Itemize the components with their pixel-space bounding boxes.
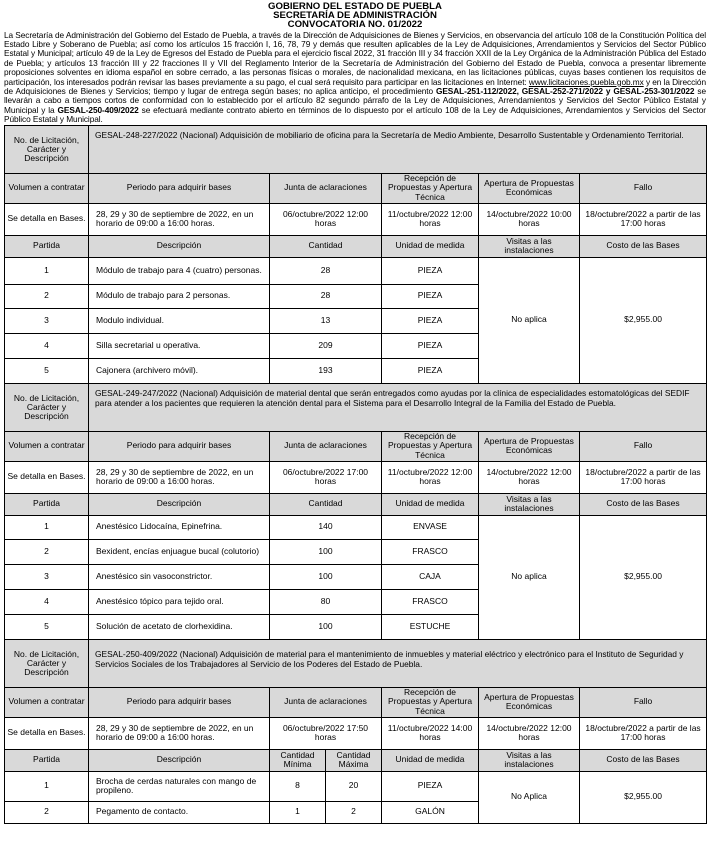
header-government: GOBIERNO DEL ESTADO DE PUEBLA <box>268 1 442 12</box>
licitacion-3-title-row <box>5 639 707 687</box>
descripcion-label: Descripción <box>89 235 270 257</box>
licitacion-1-junta: 06/octubre/2022 12:00 horas <box>270 203 382 235</box>
costo-label: Costo de las Bases <box>580 493 707 515</box>
item-unidad: GALÓN <box>382 801 479 823</box>
item-descripcion: Bexident, encías enjuague bucal (colutorio) <box>89 539 270 564</box>
no-licitacion-label: No. de Licitación, Carácter y Descripción <box>5 383 89 431</box>
partida-label: Partida <box>5 493 89 515</box>
header-secretariat: SECRETARÍA DE ADMINISTRACIÓN <box>273 10 437 22</box>
item-partida: 5 <box>5 358 89 383</box>
licitacion-3-items-header <box>5 749 707 771</box>
item-partida: 1 <box>5 515 89 539</box>
document-header <box>4 2 706 30</box>
licitacion-1-schedule-row <box>5 203 707 235</box>
item-cantidad-maxima: 2 <box>326 801 382 823</box>
visitas-label: Visitas a las instalaciones <box>479 493 580 515</box>
periodo-label: Periodo para adquirir bases <box>89 173 270 203</box>
intro-text-2: y en la Dirección de Adquisiciones de Bienes y Servicios; tiempo y lugar de entrega según bases; no aplica anticipo, el procedimiento <box>4 76 706 97</box>
junta-label: Junta de aclaraciones <box>270 173 382 203</box>
item-unidad: PIEZA <box>382 308 479 333</box>
item-cantidad: 80 <box>270 589 382 614</box>
licitacion-3-visitas: No Aplica <box>479 771 580 823</box>
item-partida: 3 <box>5 564 89 589</box>
item-partida: 4 <box>5 333 89 358</box>
volumen-label: Volumen a contratar <box>5 431 89 461</box>
intro-text-4: se efectuará mediante contrato abierto en términos de lo dispuesto por el artículo 108 de la Ley de Adquisiciones, Arrendamientos y Servicios del Sector Público Estatal y Municipal. <box>4 104 706 125</box>
apertura-label: Apertura de Propuestas Económicas <box>479 687 580 717</box>
costo-label: Costo de las Bases <box>580 235 707 257</box>
licitacion-3-schedule-header <box>5 687 707 717</box>
licitacion-1-volumen: Se detalla en Bases. <box>5 203 89 235</box>
table-row <box>5 515 707 539</box>
apertura-label: Apertura de Propuestas Económicas <box>479 431 580 461</box>
unidad-label: Unidad de medida <box>382 235 479 257</box>
no-licitacion-label: No. de Licitación, Carácter y Descripción <box>5 125 89 173</box>
fallo-label: Fallo <box>580 687 707 717</box>
no-licitacion-label: No. de Licitación, Carácter y Descripción <box>5 639 89 687</box>
licitacion-1-costo: $2,955.00 <box>580 257 707 383</box>
licitacion-3-description: GESAL-250-409/2022 (Nacional) Adquisición de material para el mantenimiento de inmuebles y material eléctrico y electrónico para el Instituto de Seguridad y Servicios Sociales de los Trabajadores al Servicio de los Poderes del Estado de Puebla. <box>89 639 707 687</box>
item-unidad: PIEZA <box>382 257 479 284</box>
partida-label: Partida <box>5 749 89 771</box>
header-convocatoria: CONVOCATORIA NO. 01/2022 <box>287 19 423 31</box>
item-descripcion: Módulo de trabajo para 4 (cuatro) personas. <box>89 257 270 284</box>
item-descripcion: Anestésico sin vasoconstrictor. <box>89 564 270 589</box>
item-partida: 2 <box>5 801 89 823</box>
descripcion-label: Descripción <box>89 493 270 515</box>
partida-label: Partida <box>5 235 89 257</box>
intro-codes-a: GESAL-251-112/2022, GESAL-252-271/2022 y GESAL-253-301/2022 <box>435 86 695 97</box>
cantidad-label: Cantidad <box>270 493 382 515</box>
item-descripcion: Solución de acetato de clorhexidina. <box>89 614 270 639</box>
item-descripcion: Pegamento de contacto. <box>89 801 270 823</box>
item-cantidad: 13 <box>270 308 382 333</box>
item-cantidad-minima: 8 <box>270 771 326 801</box>
item-cantidad: 28 <box>270 257 382 284</box>
item-cantidad: 209 <box>270 333 382 358</box>
licitacion-2-items-header <box>5 493 707 515</box>
licitacion-2-apertura: 14/octubre/2022 12:00 horas <box>479 461 580 493</box>
intro-text-3: se llevarán a cabo a tiempos cortos de conformidad con lo establecido por el artículo 82 segundo párrafo de la Ley de Adquisiciones, Arrendamientos y Servicios del Sector Público Estatal y Municipal y la <box>4 86 706 115</box>
licitacion-1-schedule-header <box>5 173 707 203</box>
licitacion-2-volumen: Se detalla en Bases. <box>5 461 89 493</box>
item-partida: 5 <box>5 614 89 639</box>
item-cantidad: 193 <box>270 358 382 383</box>
visitas-label: Visitas a las instalaciones <box>479 235 580 257</box>
item-unidad: PIEZA <box>382 771 479 801</box>
item-cantidad-maxima: 20 <box>326 771 382 801</box>
junta-label: Junta de aclaraciones <box>270 687 382 717</box>
item-unidad: FRASCO <box>382 539 479 564</box>
item-descripcion: Modulo individual. <box>89 308 270 333</box>
cantidad-minima-label: Cantidad Mínima <box>270 749 326 771</box>
recepcion-label: Recepción de Propuestas y Apertura Técnica <box>382 173 479 203</box>
item-partida: 1 <box>5 771 89 801</box>
licitacion-3-volumen: Se detalla en Bases. <box>5 717 89 749</box>
item-partida: 2 <box>5 539 89 564</box>
licitacion-1-title-row <box>5 125 707 173</box>
item-cantidad: 28 <box>270 284 382 308</box>
volumen-label: Volumen a contratar <box>5 687 89 717</box>
item-descripcion: Anestésico tópico para tejido oral. <box>89 589 270 614</box>
item-descripcion: Brocha de cerdas naturales con mango de propileno. <box>89 771 270 801</box>
item-cantidad: 100 <box>270 539 382 564</box>
recepcion-label: Recepción de Propuestas y Apertura Técnica <box>382 687 479 717</box>
visitas-label: Visitas a las instalaciones <box>479 749 580 771</box>
item-unidad: ENVASE <box>382 515 479 539</box>
licitacion-2-recepcion: 11/octubre/2022 12:00 horas <box>382 461 479 493</box>
licitacion-2-description: GESAL-249-247/2022 (Nacional) Adquisición de material dental que serán entregados como ayudas por la clínica de especialidades estomatológicas del SEDIF para atender a los pacientes que requieren la atención dental para el Sistema para el Desarrollo Integral de la Familia del Estado de Puebla. <box>89 383 707 431</box>
item-descripcion: Anestésico Lidocaína, Epinefrina. <box>89 515 270 539</box>
licitacion-2-title-row <box>5 383 707 431</box>
licitacion-3-costo: $2,955.00 <box>580 771 707 823</box>
unidad-label: Unidad de medida <box>382 493 479 515</box>
junta-label: Junta de aclaraciones <box>270 431 382 461</box>
item-cantidad: 100 <box>270 614 382 639</box>
item-cantidad: 140 <box>270 515 382 539</box>
costo-label: Costo de las Bases <box>580 749 707 771</box>
licitacion-2-visitas: No aplica <box>479 515 580 639</box>
item-partida: 1 <box>5 257 89 284</box>
licitacion-2-schedule-header <box>5 431 707 461</box>
licitacion-1-fallo: 18/octubre/2022 a partir de las 17:00 horas <box>580 203 707 235</box>
intro-paragraph <box>4 31 706 125</box>
item-descripcion: Silla secretarial u operativa. <box>89 333 270 358</box>
intro-url-link[interactable]: www.licitaciones.puebla.gob.mx <box>528 76 644 87</box>
item-descripcion: Módulo de trabajo para 2 personas. <box>89 284 270 308</box>
item-partida: 4 <box>5 589 89 614</box>
volumen-label: Volumen a contratar <box>5 173 89 203</box>
table-row <box>5 771 707 801</box>
licitacion-2-fallo: 18/octubre/2022 a partir de las 17:00 horas <box>580 461 707 493</box>
cantidad-maxima-label: Cantidad Máxima <box>326 749 382 771</box>
periodo-label: Periodo para adquirir bases <box>89 431 270 461</box>
licitacion-1-items-header <box>5 235 707 257</box>
licitacion-2-junta: 06/octubre/2022 17:00 horas <box>270 461 382 493</box>
apertura-label: Apertura de Propuestas Económicas <box>479 173 580 203</box>
item-unidad: PIEZA <box>382 333 479 358</box>
item-descripcion: Cajonera (archivero móvil). <box>89 358 270 383</box>
item-unidad: FRASCO <box>382 589 479 614</box>
licitacion-1-periodo: 28, 29 y 30 de septiembre de 2022, en un horario de 09:00 a 16:00 horas. <box>89 203 270 235</box>
licitacion-3-fallo: 18/octubre/2022 a partir de las 17:00 horas <box>580 717 707 749</box>
recepcion-label: Recepción de Propuestas y Apertura Técnica <box>382 431 479 461</box>
periodo-label: Periodo para adquirir bases <box>89 687 270 717</box>
item-partida: 2 <box>5 284 89 308</box>
table-row <box>5 257 707 284</box>
item-unidad: CAJA <box>382 564 479 589</box>
unidad-label: Unidad de medida <box>382 749 479 771</box>
licitacion-1-recepcion: 11/octubre/2022 12:00 horas <box>382 203 479 235</box>
item-unidad: ESTUCHE <box>382 614 479 639</box>
item-cantidad: 100 <box>270 564 382 589</box>
licitacion-2-schedule-row <box>5 461 707 493</box>
licitacion-3-junta: 06/octubre/2022 17:50 horas <box>270 717 382 749</box>
licitacion-2-costo: $2,955.00 <box>580 515 707 639</box>
item-unidad: PIEZA <box>382 284 479 308</box>
cantidad-label: Cantidad <box>270 235 382 257</box>
item-unidad: PIEZA <box>382 358 479 383</box>
fallo-label: Fallo <box>580 173 707 203</box>
licitacion-3-recepcion: 11/octubre/2022 14:00 horas <box>382 717 479 749</box>
fallo-label: Fallo <box>580 431 707 461</box>
licitacion-1-description: GESAL-248-227/2022 (Nacional) Adquisición de mobiliario de oficina para la Secretaría de Medio Ambiente, Desarrollo Sustentable y Ordenamiento Territorial. <box>89 125 707 173</box>
item-partida: 3 <box>5 308 89 333</box>
licitacion-3-periodo: 28, 29 y 30 de septiembre de 2022, en un horario de 09:00 a 16:00 horas. <box>89 717 270 749</box>
intro-text-1: La Secretaría de Administración del Gobierno del Estado de Puebla, a través de la Dirección de Adquisiciones de Bienes y Servicios, en observancia del artículo 108 de la Constitución Política del Estado Libre y Soberano de Puebla; así como los artículos 15 fracción I, 16, 78, 79 y demás que resulten aplicables de la Ley de Adquisiciones, Arrendamientos y Servicios del Sector Público Estatal y Municipal; artículo 49 de la Ley de Egresos del Estado de Puebla para el ejercicio fiscal 2022, 31 fracción III y 34 fracción XXII de la Ley Orgánica de la Administración Pública del Estado de Puebla; y artículos 13 fracción III y 22 fracciones II y VII del Reglamento Interior de la Secretaría de Administración del Gobierno del Estado de Puebla, convoca a presentar libremente proposiciones solventes en idioma español en sobre cerrado, a las personas físicas o morales, de nacionalidad mexicana, en las licitaciones públicas, cuyas bases contienen los requisitos de participación, los interesados podrán revisar las bases previamente a su pago, el cual será requisito para participar en las licitaciones en Internet: <box>4 29 706 87</box>
item-cantidad-minima: 1 <box>270 801 326 823</box>
licitacion-1-apertura: 14/octubre/2022 10:00 horas <box>479 203 580 235</box>
licitacion-3-schedule-row <box>5 717 707 749</box>
licitacion-2-periodo: 28, 29 y 30 de septiembre de 2022, en un horario de 09:00 a 16:00 horas. <box>89 461 270 493</box>
intro-codes-b: GESAL-250-409/2022 <box>57 104 139 115</box>
licitacion-1-visitas: No aplica <box>479 257 580 383</box>
descripcion-label: Descripción <box>89 749 270 771</box>
licitaciones-table <box>4 125 707 824</box>
licitacion-3-apertura: 14/octubre/2022 12:00 horas <box>479 717 580 749</box>
